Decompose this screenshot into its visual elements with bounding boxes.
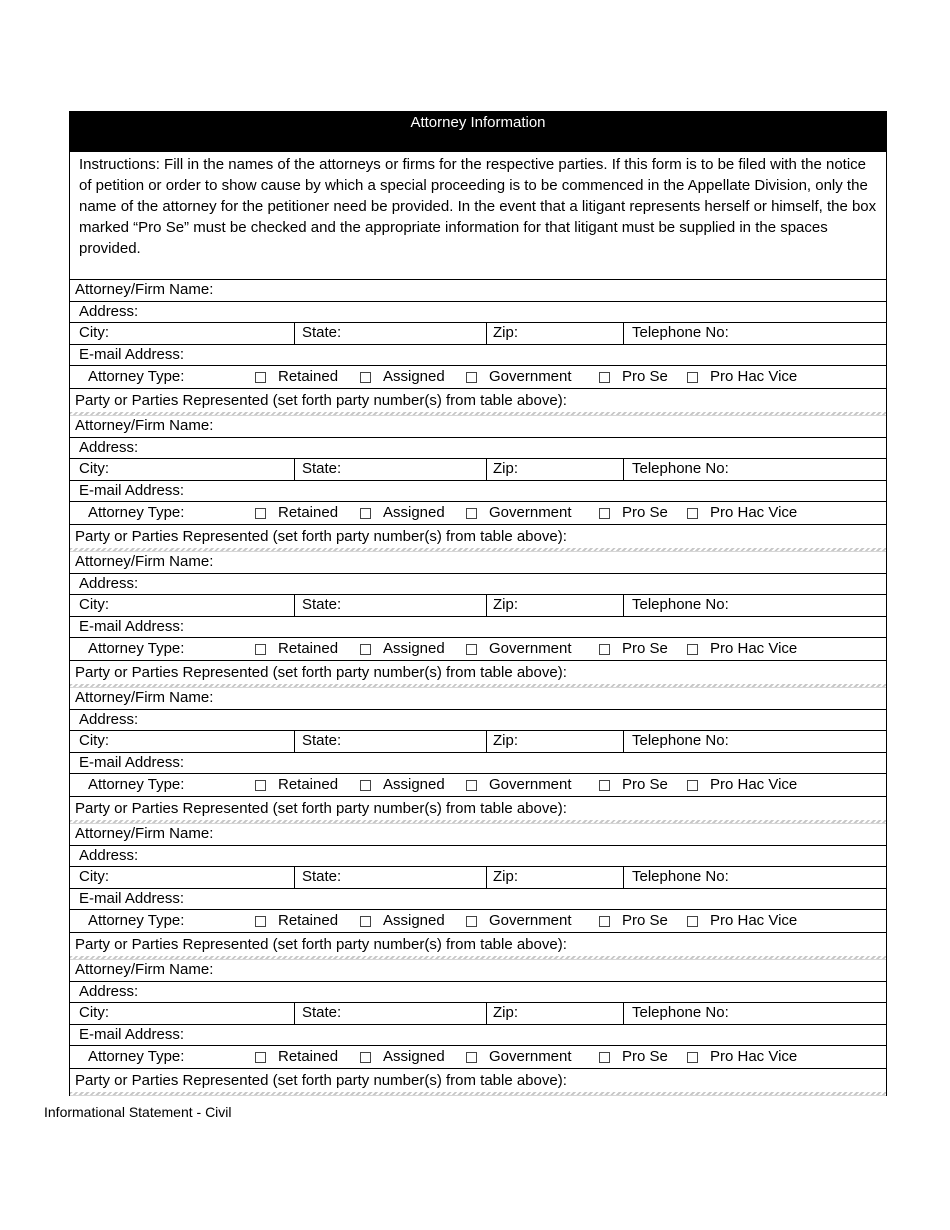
attorney-type-label: Attorney Type: (88, 776, 185, 793)
checkbox-icon[interactable] (360, 780, 371, 791)
attorney-type-row (70, 366, 886, 389)
instructions-text: Instructions: Fill in the names of the attorneys or firms for the respective parties. If this form is to be filed with the notice of petition or order to show cause by which a special proceeding is to be commenced in the Appellate Division, only the name of the attorney for the petitioner need be provided. In the event that a litigant represents herself or himself, the box marked “Pro Se” must be checked and the appropriate information for that litigant must be supplied in the spaces provided. (70, 152, 886, 280)
attorney-type-option-label: Retained (278, 776, 339, 793)
email-label: E-mail Address: (79, 753, 185, 771)
state-field[interactable] (295, 595, 487, 616)
city-label: City: (79, 1004, 109, 1022)
attorney-type-option-label: Retained (278, 504, 339, 521)
attorney-type-option-pro-hac-vice[interactable] (687, 503, 797, 523)
attorney-type-option-label: Government (489, 504, 572, 521)
attorney-type-option-label: Assigned (383, 368, 445, 385)
checkbox-icon[interactable] (360, 508, 371, 519)
attorney-type-option-label: Assigned (383, 912, 445, 929)
attorney-type-option-retained[interactable] (255, 639, 338, 659)
attorney-type-option-assigned[interactable] (360, 639, 445, 659)
checkbox-icon[interactable] (687, 780, 698, 791)
email-row[interactable] (70, 345, 886, 367)
address-label: Address: (79, 846, 139, 864)
telephone-field[interactable] (624, 731, 886, 752)
telephone-label: Telephone No: (632, 868, 729, 886)
checkbox-icon[interactable] (687, 1052, 698, 1063)
attorney-type-option-label: Pro Hac Vice (710, 1048, 798, 1065)
checkbox-icon[interactable] (466, 644, 477, 655)
attorney-type-option-pro-se[interactable] (599, 367, 668, 387)
address-row[interactable] (70, 438, 886, 460)
city-field[interactable] (70, 867, 295, 888)
firm-name-row[interactable] (70, 824, 886, 846)
state-field[interactable] (295, 1003, 487, 1024)
attorney-type-option-label: Government (489, 912, 572, 929)
checkbox-icon[interactable] (687, 372, 698, 383)
party-represented-row[interactable] (70, 661, 886, 684)
address-row[interactable] (70, 846, 886, 868)
checkbox-icon[interactable] (360, 644, 371, 655)
address-label: Address: (79, 302, 139, 320)
telephone-label: Telephone No: (632, 596, 729, 614)
attorney-type-option-retained[interactable] (255, 775, 338, 795)
attorney-type-option-label: Assigned (383, 776, 445, 793)
attorney-type-option-retained[interactable] (255, 911, 338, 931)
firm-name-label: Attorney/Firm Name: (75, 689, 214, 707)
checkbox-icon[interactable] (687, 508, 698, 519)
address-label: Address: (79, 710, 139, 728)
email-label: E-mail Address: (79, 345, 185, 363)
address-row[interactable] (70, 302, 886, 324)
attorney-type-option-government[interactable] (466, 503, 572, 523)
party-represented-label: Party or Parties Represented (set forth party number(s) from table above): (75, 391, 567, 409)
block-divider (70, 1092, 886, 1096)
firm-name-label: Attorney/Firm Name: (75, 961, 214, 979)
state-label: State: (302, 732, 342, 750)
telephone-field[interactable] (624, 323, 886, 344)
attorney-type-option-assigned[interactable] (360, 1047, 445, 1067)
attorney-type-row (70, 638, 886, 661)
checkbox-icon[interactable] (466, 780, 477, 791)
zip-field[interactable] (487, 731, 624, 752)
email-row[interactable] (70, 617, 886, 639)
party-represented-label: Party or Parties Represented (set forth party number(s) from table above): (75, 935, 567, 953)
attorney-type-option-label: Pro Se (622, 1048, 668, 1065)
attorney-type-option-government[interactable] (466, 1047, 572, 1067)
attorney-type-option-label: Pro Hac Vice (710, 912, 798, 929)
address-row[interactable] (70, 982, 886, 1004)
firm-name-label: Attorney/Firm Name: (75, 553, 214, 571)
checkbox-icon[interactable] (360, 1052, 371, 1063)
attorney-type-option-pro-se[interactable] (599, 775, 668, 795)
zip-field[interactable] (487, 1003, 624, 1024)
zip-label: Zip: (493, 868, 519, 886)
city-label: City: (79, 460, 109, 478)
checkbox-icon[interactable] (687, 644, 698, 655)
address-label: Address: (79, 574, 139, 592)
email-label: E-mail Address: (79, 889, 185, 907)
firm-name-row[interactable] (70, 416, 886, 438)
checkbox-icon[interactable] (599, 1052, 610, 1063)
attorney-information-form (69, 111, 887, 1096)
attorney-type-option-pro-se[interactable] (599, 503, 668, 523)
party-represented-row[interactable] (70, 525, 886, 548)
firm-name-label: Attorney/Firm Name: (75, 417, 214, 435)
attorney-block (70, 552, 886, 688)
city-state-zip-row (70, 1003, 886, 1025)
city-field[interactable] (70, 323, 295, 344)
telephone-field[interactable] (624, 1003, 886, 1024)
attorney-type-option-pro-hac-vice[interactable] (687, 639, 797, 659)
attorney-type-option-government[interactable] (466, 367, 572, 387)
attorney-type-option-label: Pro Hac Vice (710, 776, 798, 793)
attorney-type-option-label: Government (489, 640, 572, 657)
attorney-blocks (70, 280, 886, 1096)
checkbox-icon[interactable] (599, 372, 610, 383)
attorney-block (70, 280, 886, 416)
attorney-type-option-retained[interactable] (255, 367, 338, 387)
checkbox-icon[interactable] (599, 644, 610, 655)
party-represented-label: Party or Parties Represented (set forth party number(s) from table above): (75, 799, 567, 817)
form-title: Attorney Information (410, 114, 546, 131)
attorney-block (70, 416, 886, 552)
attorney-type-option-label: Assigned (383, 1048, 445, 1065)
city-field[interactable] (70, 459, 295, 480)
attorney-type-option-label: Assigned (383, 504, 445, 521)
attorney-type-label: Attorney Type: (88, 912, 185, 929)
attorney-type-option-label: Pro Se (622, 368, 668, 385)
zip-label: Zip: (493, 460, 519, 478)
city-label: City: (79, 732, 109, 750)
telephone-field[interactable] (624, 595, 886, 616)
attorney-type-option-pro-hac-vice[interactable] (687, 367, 797, 387)
attorney-type-option-label: Retained (278, 368, 339, 385)
attorney-type-row (70, 1046, 886, 1069)
address-row[interactable] (70, 574, 886, 596)
state-label: State: (302, 460, 342, 478)
attorney-type-option-assigned[interactable] (360, 503, 445, 523)
checkbox-icon[interactable] (599, 508, 610, 519)
checkbox-icon[interactable] (255, 644, 266, 655)
party-represented-row[interactable] (70, 389, 886, 412)
email-row[interactable] (70, 1025, 886, 1047)
state-field[interactable] (295, 867, 487, 888)
attorney-type-option-label: Pro Hac Vice (710, 368, 798, 385)
checkbox-icon[interactable] (599, 780, 610, 791)
zip-label: Zip: (493, 732, 519, 750)
attorney-type-label: Attorney Type: (88, 1048, 185, 1065)
city-state-zip-row (70, 731, 886, 753)
city-field[interactable] (70, 731, 295, 752)
party-represented-row[interactable] (70, 933, 886, 956)
city-field[interactable] (70, 1003, 295, 1024)
firm-name-row[interactable] (70, 688, 886, 710)
email-label: E-mail Address: (79, 617, 185, 635)
checkbox-icon[interactable] (466, 916, 477, 927)
city-state-zip-row (70, 867, 886, 889)
attorney-type-option-label: Pro Se (622, 504, 668, 521)
city-field[interactable] (70, 595, 295, 616)
state-label: State: (302, 324, 342, 342)
attorney-type-option-assigned[interactable] (360, 367, 445, 387)
footer-text: Informational Statement - Civil (44, 1104, 232, 1120)
attorney-type-option-government[interactable] (466, 775, 572, 795)
party-represented-label: Party or Parties Represented (set forth party number(s) from table above): (75, 663, 567, 681)
attorney-type-option-pro-hac-vice[interactable] (687, 911, 797, 931)
firm-name-row[interactable] (70, 280, 886, 302)
checkbox-icon[interactable] (255, 1052, 266, 1063)
city-label: City: (79, 868, 109, 886)
attorney-type-option-pro-hac-vice[interactable] (687, 775, 797, 795)
attorney-type-option-pro-hac-vice[interactable] (687, 1047, 797, 1067)
attorney-block (70, 688, 886, 824)
attorney-type-option-label: Government (489, 368, 572, 385)
attorney-type-option-label: Pro Hac Vice (710, 504, 798, 521)
attorney-block (70, 960, 886, 1096)
zip-field[interactable] (487, 867, 624, 888)
telephone-field[interactable] (624, 459, 886, 480)
checkbox-icon[interactable] (255, 508, 266, 519)
attorney-type-option-label: Retained (278, 1048, 339, 1065)
zip-field[interactable] (487, 595, 624, 616)
attorney-type-option-retained[interactable] (255, 1047, 338, 1067)
state-label: State: (302, 868, 342, 886)
firm-name-label: Attorney/Firm Name: (75, 825, 214, 843)
checkbox-icon[interactable] (599, 916, 610, 927)
email-row[interactable] (70, 889, 886, 911)
attorney-type-option-label: Assigned (383, 640, 445, 657)
attorney-type-label: Attorney Type: (88, 368, 185, 385)
attorney-type-option-pro-se[interactable] (599, 911, 668, 931)
attorney-type-option-pro-se[interactable] (599, 1047, 668, 1067)
attorney-block (70, 824, 886, 960)
attorney-type-row (70, 502, 886, 525)
attorney-type-option-label: Pro Se (622, 640, 668, 657)
address-row[interactable] (70, 710, 886, 732)
email-row[interactable] (70, 753, 886, 775)
address-label: Address: (79, 982, 139, 1000)
zip-label: Zip: (493, 1004, 519, 1022)
party-represented-label: Party or Parties Represented (set forth party number(s) from table above): (75, 527, 567, 545)
telephone-label: Telephone No: (632, 324, 729, 342)
checkbox-icon[interactable] (255, 916, 266, 927)
attorney-type-row (70, 910, 886, 933)
checkbox-icon[interactable] (255, 372, 266, 383)
attorney-type-row (70, 774, 886, 797)
zip-field[interactable] (487, 459, 624, 480)
attorney-type-option-government[interactable] (466, 911, 572, 931)
city-label: City: (79, 596, 109, 614)
attorney-type-option-label: Government (489, 776, 572, 793)
email-label: E-mail Address: (79, 481, 185, 499)
party-represented-row[interactable] (70, 797, 886, 820)
attorney-type-label: Attorney Type: (88, 640, 185, 657)
attorney-type-option-label: Pro Hac Vice (710, 640, 798, 657)
party-represented-row[interactable] (70, 1069, 886, 1092)
state-label: State: (302, 596, 342, 614)
attorney-type-option-label: Pro Se (622, 912, 668, 929)
city-state-zip-row (70, 595, 886, 617)
email-row[interactable] (70, 481, 886, 503)
zip-field[interactable] (487, 323, 624, 344)
state-field[interactable] (295, 323, 487, 344)
attorney-type-option-assigned[interactable] (360, 775, 445, 795)
city-label: City: (79, 324, 109, 342)
attorney-type-option-assigned[interactable] (360, 911, 445, 931)
checkbox-icon[interactable] (466, 372, 477, 383)
form-header (70, 111, 886, 152)
checkbox-icon[interactable] (360, 916, 371, 927)
city-state-zip-row (70, 459, 886, 481)
attorney-type-option-label: Retained (278, 640, 339, 657)
telephone-label: Telephone No: (632, 460, 729, 478)
state-field[interactable] (295, 731, 487, 752)
attorney-type-option-retained[interactable] (255, 503, 338, 523)
firm-name-row[interactable] (70, 552, 886, 574)
zip-label: Zip: (493, 324, 519, 342)
telephone-label: Telephone No: (632, 1004, 729, 1022)
attorney-type-option-label: Retained (278, 912, 339, 929)
attorney-type-label: Attorney Type: (88, 504, 185, 521)
zip-label: Zip: (493, 596, 519, 614)
telephone-field[interactable] (624, 867, 886, 888)
email-label: E-mail Address: (79, 1025, 185, 1043)
state-label: State: (302, 1004, 342, 1022)
checkbox-icon[interactable] (687, 916, 698, 927)
address-label: Address: (79, 438, 139, 456)
checkbox-icon[interactable] (255, 780, 266, 791)
telephone-label: Telephone No: (632, 732, 729, 750)
firm-name-label: Attorney/Firm Name: (75, 281, 214, 299)
party-represented-label: Party or Parties Represented (set forth party number(s) from table above): (75, 1071, 567, 1089)
attorney-type-option-label: Government (489, 1048, 572, 1065)
attorney-type-option-government[interactable] (466, 639, 572, 659)
city-state-zip-row (70, 323, 886, 345)
checkbox-icon[interactable] (360, 372, 371, 383)
state-field[interactable] (295, 459, 487, 480)
checkbox-icon[interactable] (466, 508, 477, 519)
firm-name-row[interactable] (70, 960, 886, 982)
attorney-type-option-label: Pro Se (622, 776, 668, 793)
attorney-type-option-pro-se[interactable] (599, 639, 668, 659)
checkbox-icon[interactable] (466, 1052, 477, 1063)
